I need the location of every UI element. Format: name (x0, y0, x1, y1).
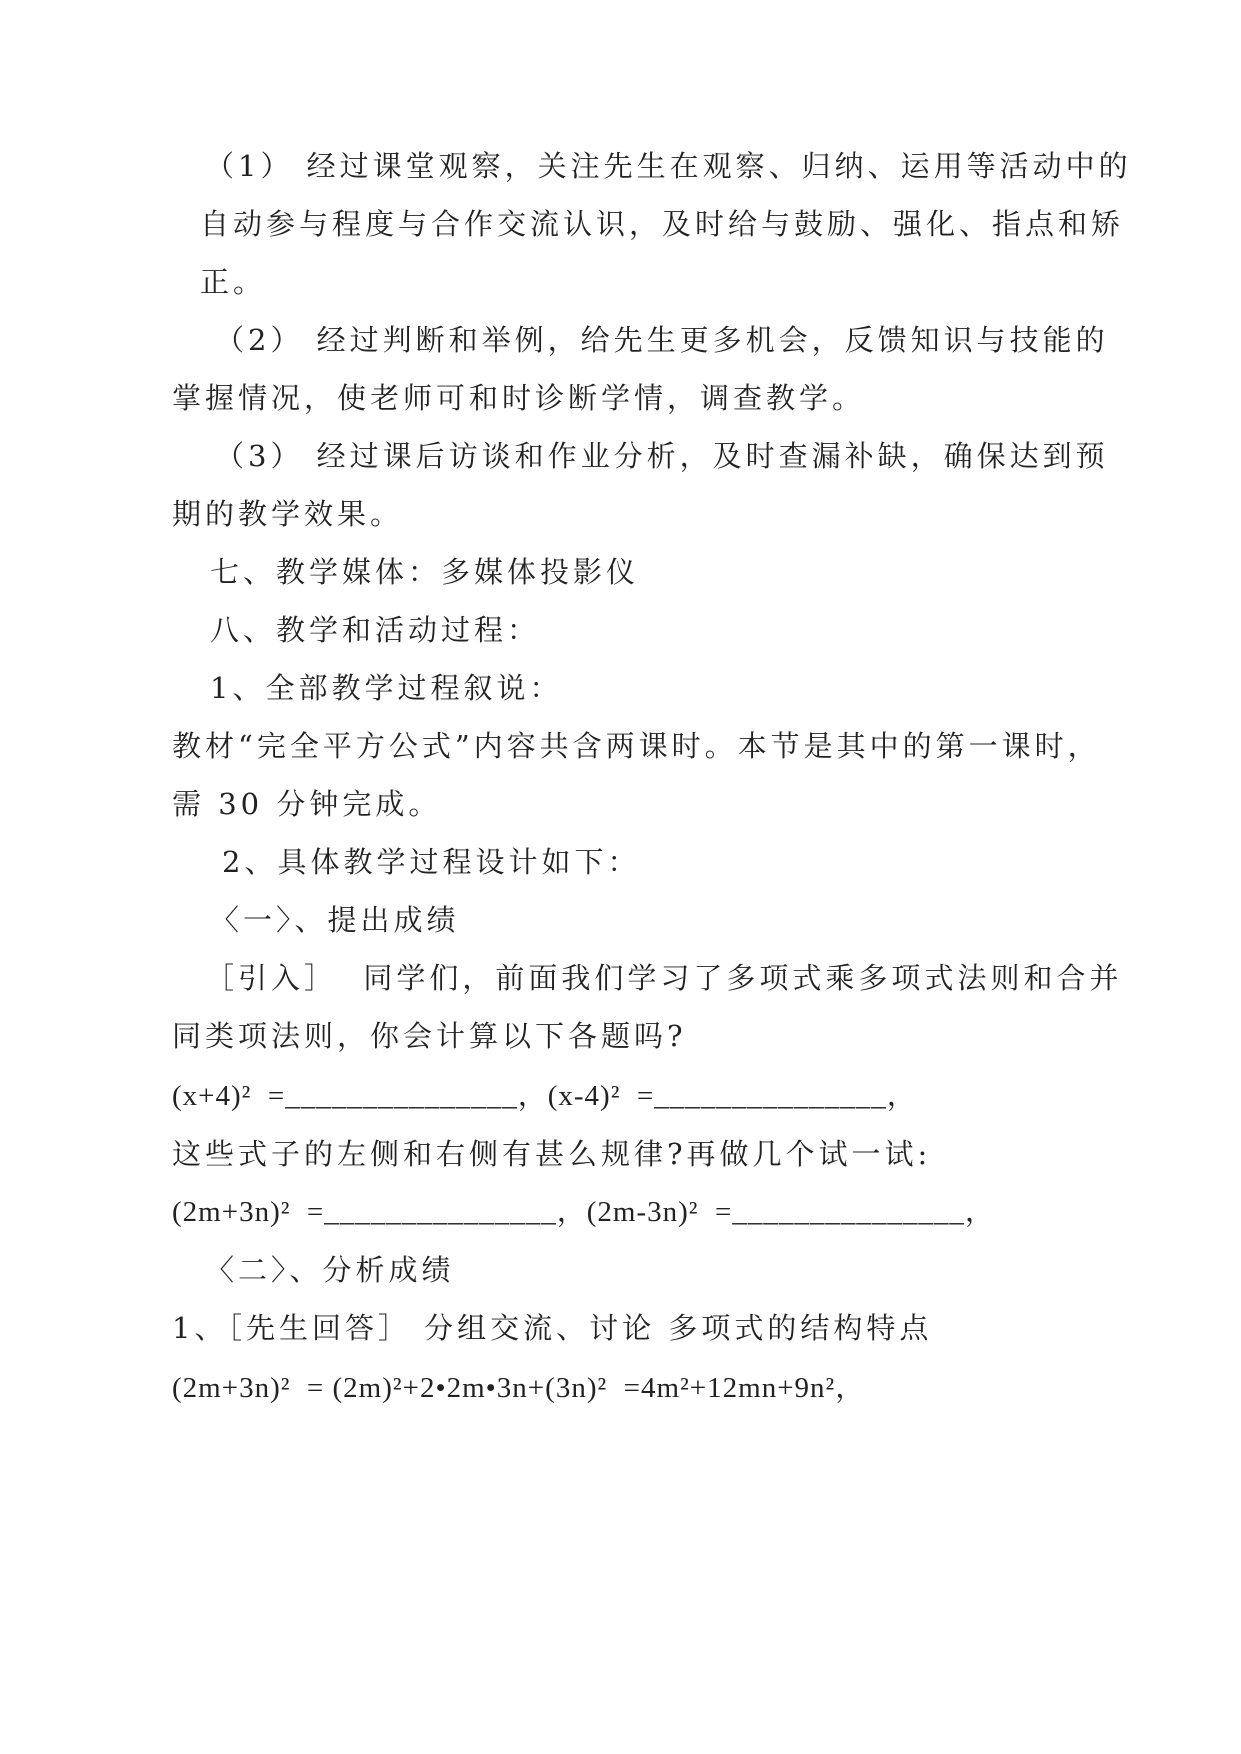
paragraph-line-2: 自动参与程度与合作交流认识，及时给与鼓励、强化、指点和矫 (200, 207, 1125, 241)
paragraph-line-7: 期的教学效果。 (172, 497, 404, 531)
paragraph-line-6: （3） 经过课后访谈和作业分析，及时查漏补缺，确保达到预 (215, 439, 1109, 473)
section-heading-media: 七、教学媒体：多媒体投影仪 (210, 555, 640, 589)
subheading-part-one: 〈一〉、提出成绩 (210, 903, 460, 937)
paragraph-line-1: （1） 经过课堂观察，关注先生在观察、归纳、运用等活动中的 (205, 149, 1132, 183)
subheading-overview: 1、全部教学过程叙说： (210, 671, 563, 705)
paragraph-line-question: 同类项法则，你会计算以下各题吗? (172, 1019, 687, 1053)
paragraph-line-pattern: 这些式子的左侧和右侧有甚么规律?再做几个试一试: (172, 1137, 932, 1171)
paragraph-line-5: 掌握情况，使老师可和时诊断学情，调查教学。 (172, 381, 866, 415)
paragraph-line-3: 正。 (200, 265, 267, 299)
exercise-line-1: (x+4)² =_______________，(x-4)² =_______________， (172, 1080, 917, 1112)
formula-line: (2m+3n)² = (2m)²+2•2m•3n+(3n)² =4m²+12mn+9n²， (172, 1372, 866, 1404)
paragraph-line-duration: 需 30 分钟完成。 (172, 787, 442, 821)
exercise-line-2: (2m+3n)² =_______________，(2m-3n)² =_______________， (172, 1196, 995, 1228)
subheading-design: 2、具体教学过程设计如下： (222, 845, 641, 879)
subheading-part-two: 〈二〉、分析成绩 (205, 1253, 455, 1287)
paragraph-line-answer: 1、［先生回答］ 分组交流、讨论 多项式的结构特点 (172, 1311, 933, 1345)
paragraph-line-4: （2） 经过判断和举例，给先生更多机会，反馈知识与技能的 (215, 323, 1109, 357)
paragraph-line-textbook: 教材“完全平方公式”内容共含两课时。本节是其中的第一课时， (172, 729, 1101, 763)
section-heading-process: 八、教学和活动过程： (210, 613, 541, 647)
paragraph-line-intro: ［引入］ 同学们，前面我们学习了多项式乘多项式法则和合并 (205, 961, 1123, 995)
